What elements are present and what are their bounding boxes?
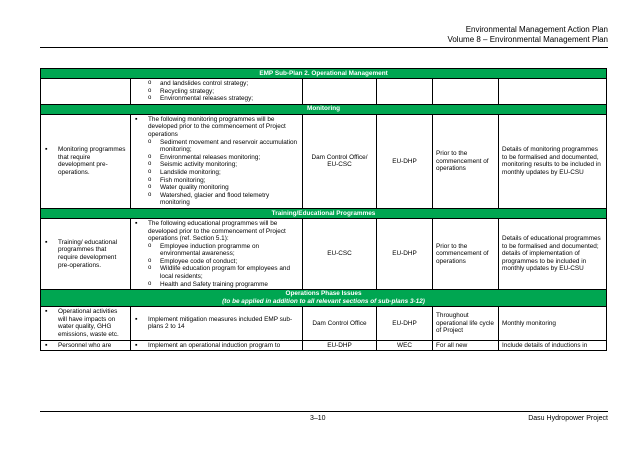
measure-text: ▪ Implement mitigation measures included EMP sub-plans 2 to 14 xyxy=(134,316,299,331)
reporting-cell: Include details of inductions in xyxy=(499,340,607,351)
measure-text: ▪ Implement an operational induction program to xyxy=(134,342,299,350)
operations-band-title: Operations Phase Issues xyxy=(285,290,362,298)
measure-intro: ▪ The following educational programmes will be developed prior to the commencement of Project operations (ref. Section 5.1): xyxy=(134,220,299,243)
list-item: o Employee code of conduct; xyxy=(134,258,299,266)
list-item: o Landslide monitoring; xyxy=(134,169,299,177)
section-band-training: Training/Educational Programmes xyxy=(41,208,607,218)
section-band-operations xyxy=(41,290,607,307)
responsibility-cell: EU-CSC xyxy=(303,218,377,289)
list-item: o Sediment movement and reservoir accumulation monitoring; xyxy=(134,139,299,154)
list-item: o Wildlife education program for employees and local residents; xyxy=(134,265,299,280)
issue-text: ▪ Monitoring programmes that require development pre-operations. xyxy=(44,146,127,176)
measure-intro: ▪ The following monitoring programmes will be developed prior to the commencement of Project operations xyxy=(134,116,299,139)
project-name: Dasu Hydropower Project xyxy=(528,415,608,422)
header-title: Environmental Management Action Plan xyxy=(465,25,608,34)
section-band-monitoring: Monitoring xyxy=(41,104,607,114)
supervision-cell: EU-DHP xyxy=(377,114,433,208)
table-row xyxy=(41,218,607,289)
issue-text: ▪ Training/ educational programmes that require development pre-operations. xyxy=(44,239,127,269)
timing-cell: Throughout operational life cycle of Project xyxy=(433,307,499,340)
table-title-band: EMP Sub-Plan 2. Operational Management xyxy=(41,69,607,79)
list-item: o Fish monitoring; xyxy=(134,177,299,185)
list-item: o Employee induction programme on environmental awareness; xyxy=(134,243,299,258)
responsibility-cell: Dam Control Office xyxy=(303,307,377,340)
supervision-cell: EU-DHP xyxy=(377,307,433,340)
document-header xyxy=(447,25,608,45)
issue-text: ▪ Operational activities will have impacts on water quality, GHG emissions, waste etc. xyxy=(44,308,127,338)
responsibility-cell: EU-DHP xyxy=(303,340,377,351)
list-item: o Watershed, glacier and flood telemetry monitoring xyxy=(134,192,299,207)
timing-cell: Prior to the commencement of operations xyxy=(433,218,499,289)
reporting-cell: Details of educational programmes to be formalised and documented; details of implementation of programmes to be included in monthly updates by EU-CSU xyxy=(499,218,607,289)
page-number: 3–10 xyxy=(310,415,326,422)
list-item: o Health and Safety training programme xyxy=(134,281,299,289)
supervision-cell: EU-DHP xyxy=(377,218,433,289)
list-item: o Environmental releases strategy; xyxy=(134,95,299,103)
list-item: o and landslides control strategy; xyxy=(134,80,299,88)
list-item: o Water quality monitoring xyxy=(134,184,299,192)
reporting-cell: Details of monitoring programmes to be formalised and documented, monitoring results to be included in monthly updates by EU-CSU xyxy=(499,114,607,208)
footer-rule xyxy=(40,411,608,412)
table-row xyxy=(41,114,607,208)
reporting-cell: Monthly monitoring xyxy=(499,307,607,340)
table-row xyxy=(41,79,607,105)
issue-text: ▪ Personnel who are xyxy=(44,342,127,350)
supervision-cell: WEC xyxy=(377,340,433,351)
list-item: o Recycling strategy; xyxy=(134,88,299,96)
header-rule xyxy=(40,47,608,48)
list-item: o Seismic activity monitoring; xyxy=(134,161,299,169)
emp-table xyxy=(40,68,607,351)
table-row xyxy=(41,340,607,351)
table-row xyxy=(41,307,607,340)
continued-list xyxy=(134,80,299,103)
timing-cell: For all new xyxy=(433,340,499,351)
responsibility-cell: Dam Control Office/ EU-CSC xyxy=(303,114,377,208)
list-item: o Environmental releases monitoring; xyxy=(134,154,299,162)
timing-cell: Prior to the commencement of operations xyxy=(433,114,499,208)
header-subtitle: Volume 8 – Environmental Management Plan xyxy=(447,35,608,44)
operations-band-note: (to be applied in addition to all relevant sections of sub-plans 3-12) xyxy=(222,298,425,306)
